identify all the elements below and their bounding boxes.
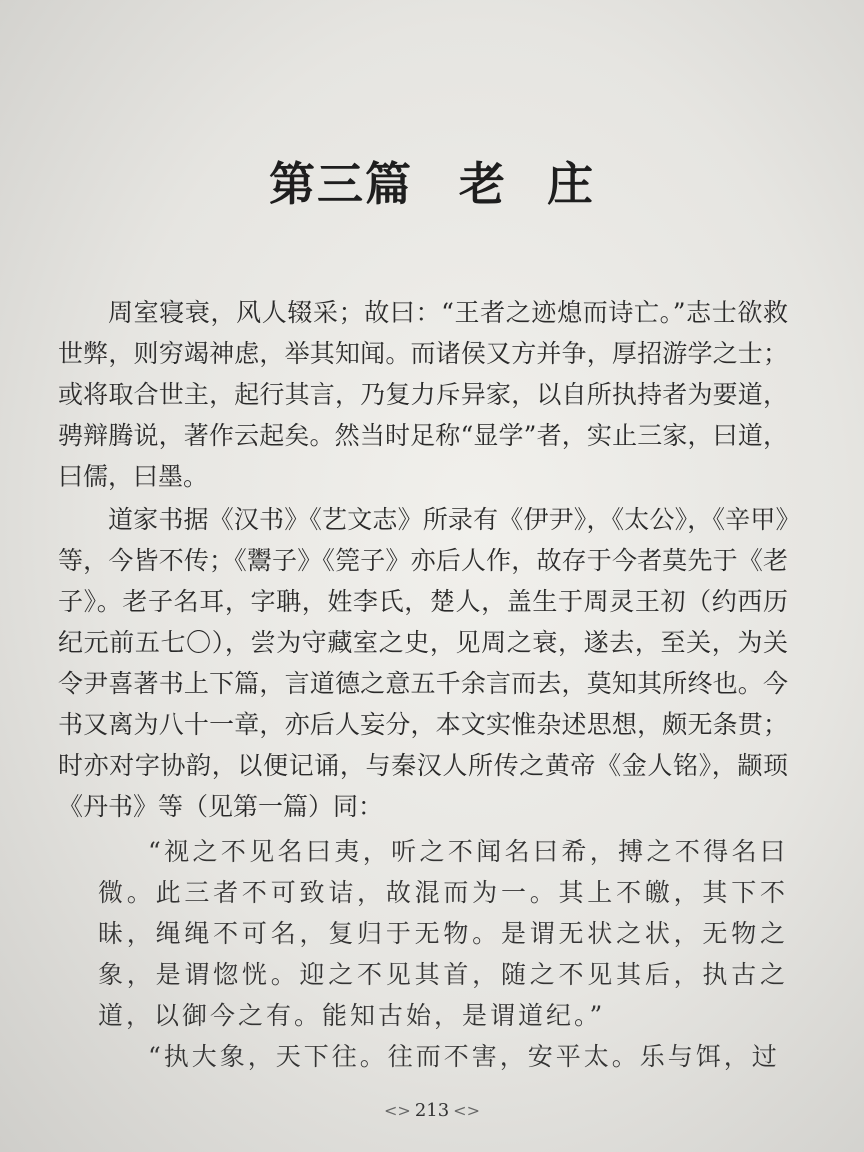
page-body <box>58 292 788 1077</box>
paragraph-1: 周室寝衰，风人辍采；故曰：“王者之迹熄而诗亡。”志士欲救世弊，则穷竭神虑，举其知闻。而诸侯又方并争，厚招游学之士；或将取合世主，起行其言，乃复力斥异家，以自所执持者为要道，骋辩腾说，著作云起矣。然当时足称“显学”者，实止三家，曰道，曰儒，曰墨。 <box>58 298 788 491</box>
quotation-1: “视之不见名曰夷，听之不闻名曰希，搏之不得名曰微。此三者不可致诘，故混而为一。其上不皦，其下不昧，绳绳不可名，复归于无物。是谓无状之状，无物之象，是谓惚恍。迎之不见其首，随之不见其后，执古之道，以御今之有。能知古始，是谓道纪。” <box>98 837 788 1030</box>
quotation-2: “执大象，天下往。往而不害，安平太。乐与饵，过 <box>148 1042 780 1071</box>
chapter-number: 第三篇 <box>269 157 413 211</box>
chapter-title <box>0 148 864 214</box>
left-ornament-icon: <> <box>384 1101 411 1120</box>
right-ornament-icon: <> <box>453 1101 480 1120</box>
page-number: 213 <box>414 1100 450 1121</box>
chapter-name-char-1: 老 <box>459 157 507 211</box>
paragraph-2: 道家书据《汉书》《艺文志》所录有《伊尹》，《太公》，《辛甲》等，今皆不传；《鬻子》《筦子》亦后人作，故存于今者莫先于《老子》。老子名耳，字聃，姓李氏，楚人，盖生于周灵王初（约西历纪元前五七〇），尝为守藏室之史，见周之衰，遂去，至关，为关令尹喜著书上下篇，言道德之意五千余言而去，莫知其所终也。今书又离为八十一章，亦后人妄分，本文实惟杂述思想，颇无条贯；时亦对字协韵，以便记诵，与秦汉人所传之黄帝《金人铭》，颛顼《丹书》等（见第一篇）同： <box>58 505 788 821</box>
page-footer <box>0 1100 864 1121</box>
chapter-name-char-2: 庄 <box>547 157 595 211</box>
